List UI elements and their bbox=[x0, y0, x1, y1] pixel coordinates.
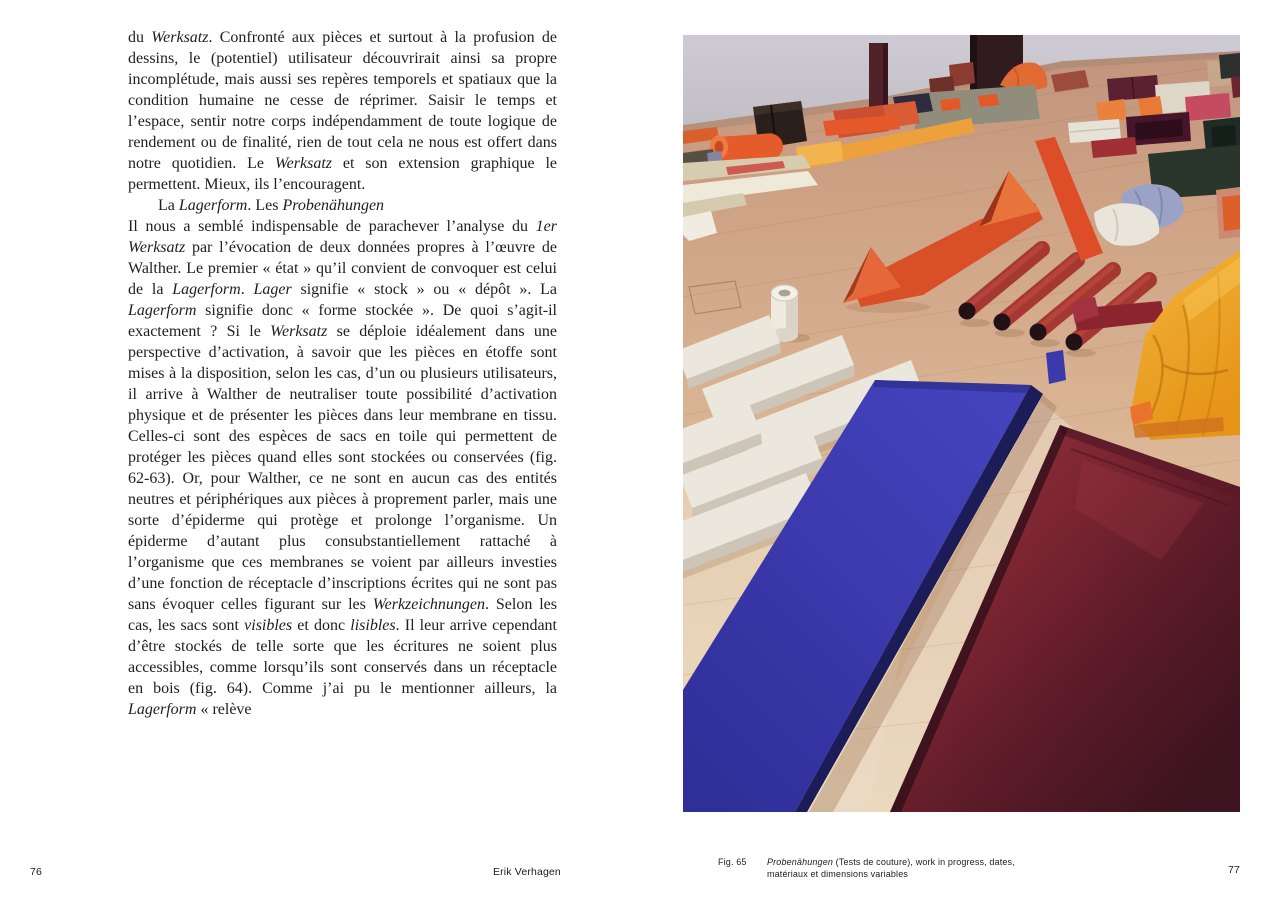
figure-caption bbox=[767, 857, 1053, 880]
paragraph-2: Il nous a semblé indispensable de parachever l’analyse du 1er Werksatz par l’évocation de deux données propres à l’œuvre de Walther. Le premier « état » qu’il convient de convoquer est celui de la Lagerform. Lager signifie « stock » ou « dépôt ». La Lagerform signifie donc « forme stockée ». De quoi s’agit-il exactement ? Si le Werksatz se déploie idéalement dans une perspective d’activation, à savoir que les pièces en étoffe sont mises à la disposition, selon les cas, d’un ou plusieurs utilisateurs, il arrive à Walther de neutraliser toute possibilité d’activation physique et de présenter les pièces dans leur membrane en tissu. Celles-ci sont des espèces de sacs en toile qui permettent de protéger les pièces quand elles sont stockées ou conservées (fig. 62-63). Or, pour Walther, ce ne sont en aucun cas des entités neutres et périphériques aux pièces à proprement parler, mais une sorte d’épiderme qui protège et prolonge l’organisme. Un épiderme d’autant plus consubstantiellement rattaché à l’organisme que ces membranes se voient par ailleurs investies d’une fonction de réceptacle d’inscriptions écrites qui ne sont pas sans évoquer celles figurant sur les Werkzeichnungen. Selon les cas, les sacs sont visibles et donc lisibles. Il leur arrive cependant d’être stockés de telle sorte que les écritures ne soient plus accessibles, comme lorsqu’ils sont conservés dans un réceptacle en bois (fig. 64). Comme j’ai pu le mentionner ailleurs, la Lagerform « relève bbox=[128, 218, 558, 718]
figure-caption-line2: matériaux et dimensions variables bbox=[767, 868, 909, 879]
figure-photo-illustration bbox=[683, 35, 1240, 812]
left-page-text-column bbox=[128, 27, 557, 720]
running-footer-author: Erik Verhagen bbox=[493, 866, 561, 878]
page-number-left: 76 bbox=[30, 866, 42, 878]
maroon-post bbox=[869, 43, 888, 109]
page-number-right: 77 bbox=[1228, 864, 1240, 876]
figure-photo bbox=[683, 35, 1240, 812]
paragraph-1: du Werksatz. Confronté aux pièces et surtout à la profusion de dessins, le (potentiel) utilisateur découvrirait ainsi sa propre incomplétude, mais aussi ses repères temporels et spatiaux que la condition humaine ne cesse de réprimer. Saisir le temps et l’espace, sentir notre corps indépendamment de toute logique de rendement ou de finalité, rien de tout cela ne nous est offert dans notre quotidien. Le Werksatz et son extension graphique le permettent. Mieux, ils l’encouragent. bbox=[128, 29, 557, 193]
salmon-open-box bbox=[1216, 187, 1240, 239]
figure-label: Fig. 65 bbox=[718, 857, 747, 867]
small-blue-box bbox=[1046, 350, 1066, 384]
figure-caption-line1: Probenähungen (Tests de couture), work in progress, dates, bbox=[767, 857, 1015, 867]
section-heading: La Lagerform. Les Probenähungen bbox=[158, 197, 385, 214]
